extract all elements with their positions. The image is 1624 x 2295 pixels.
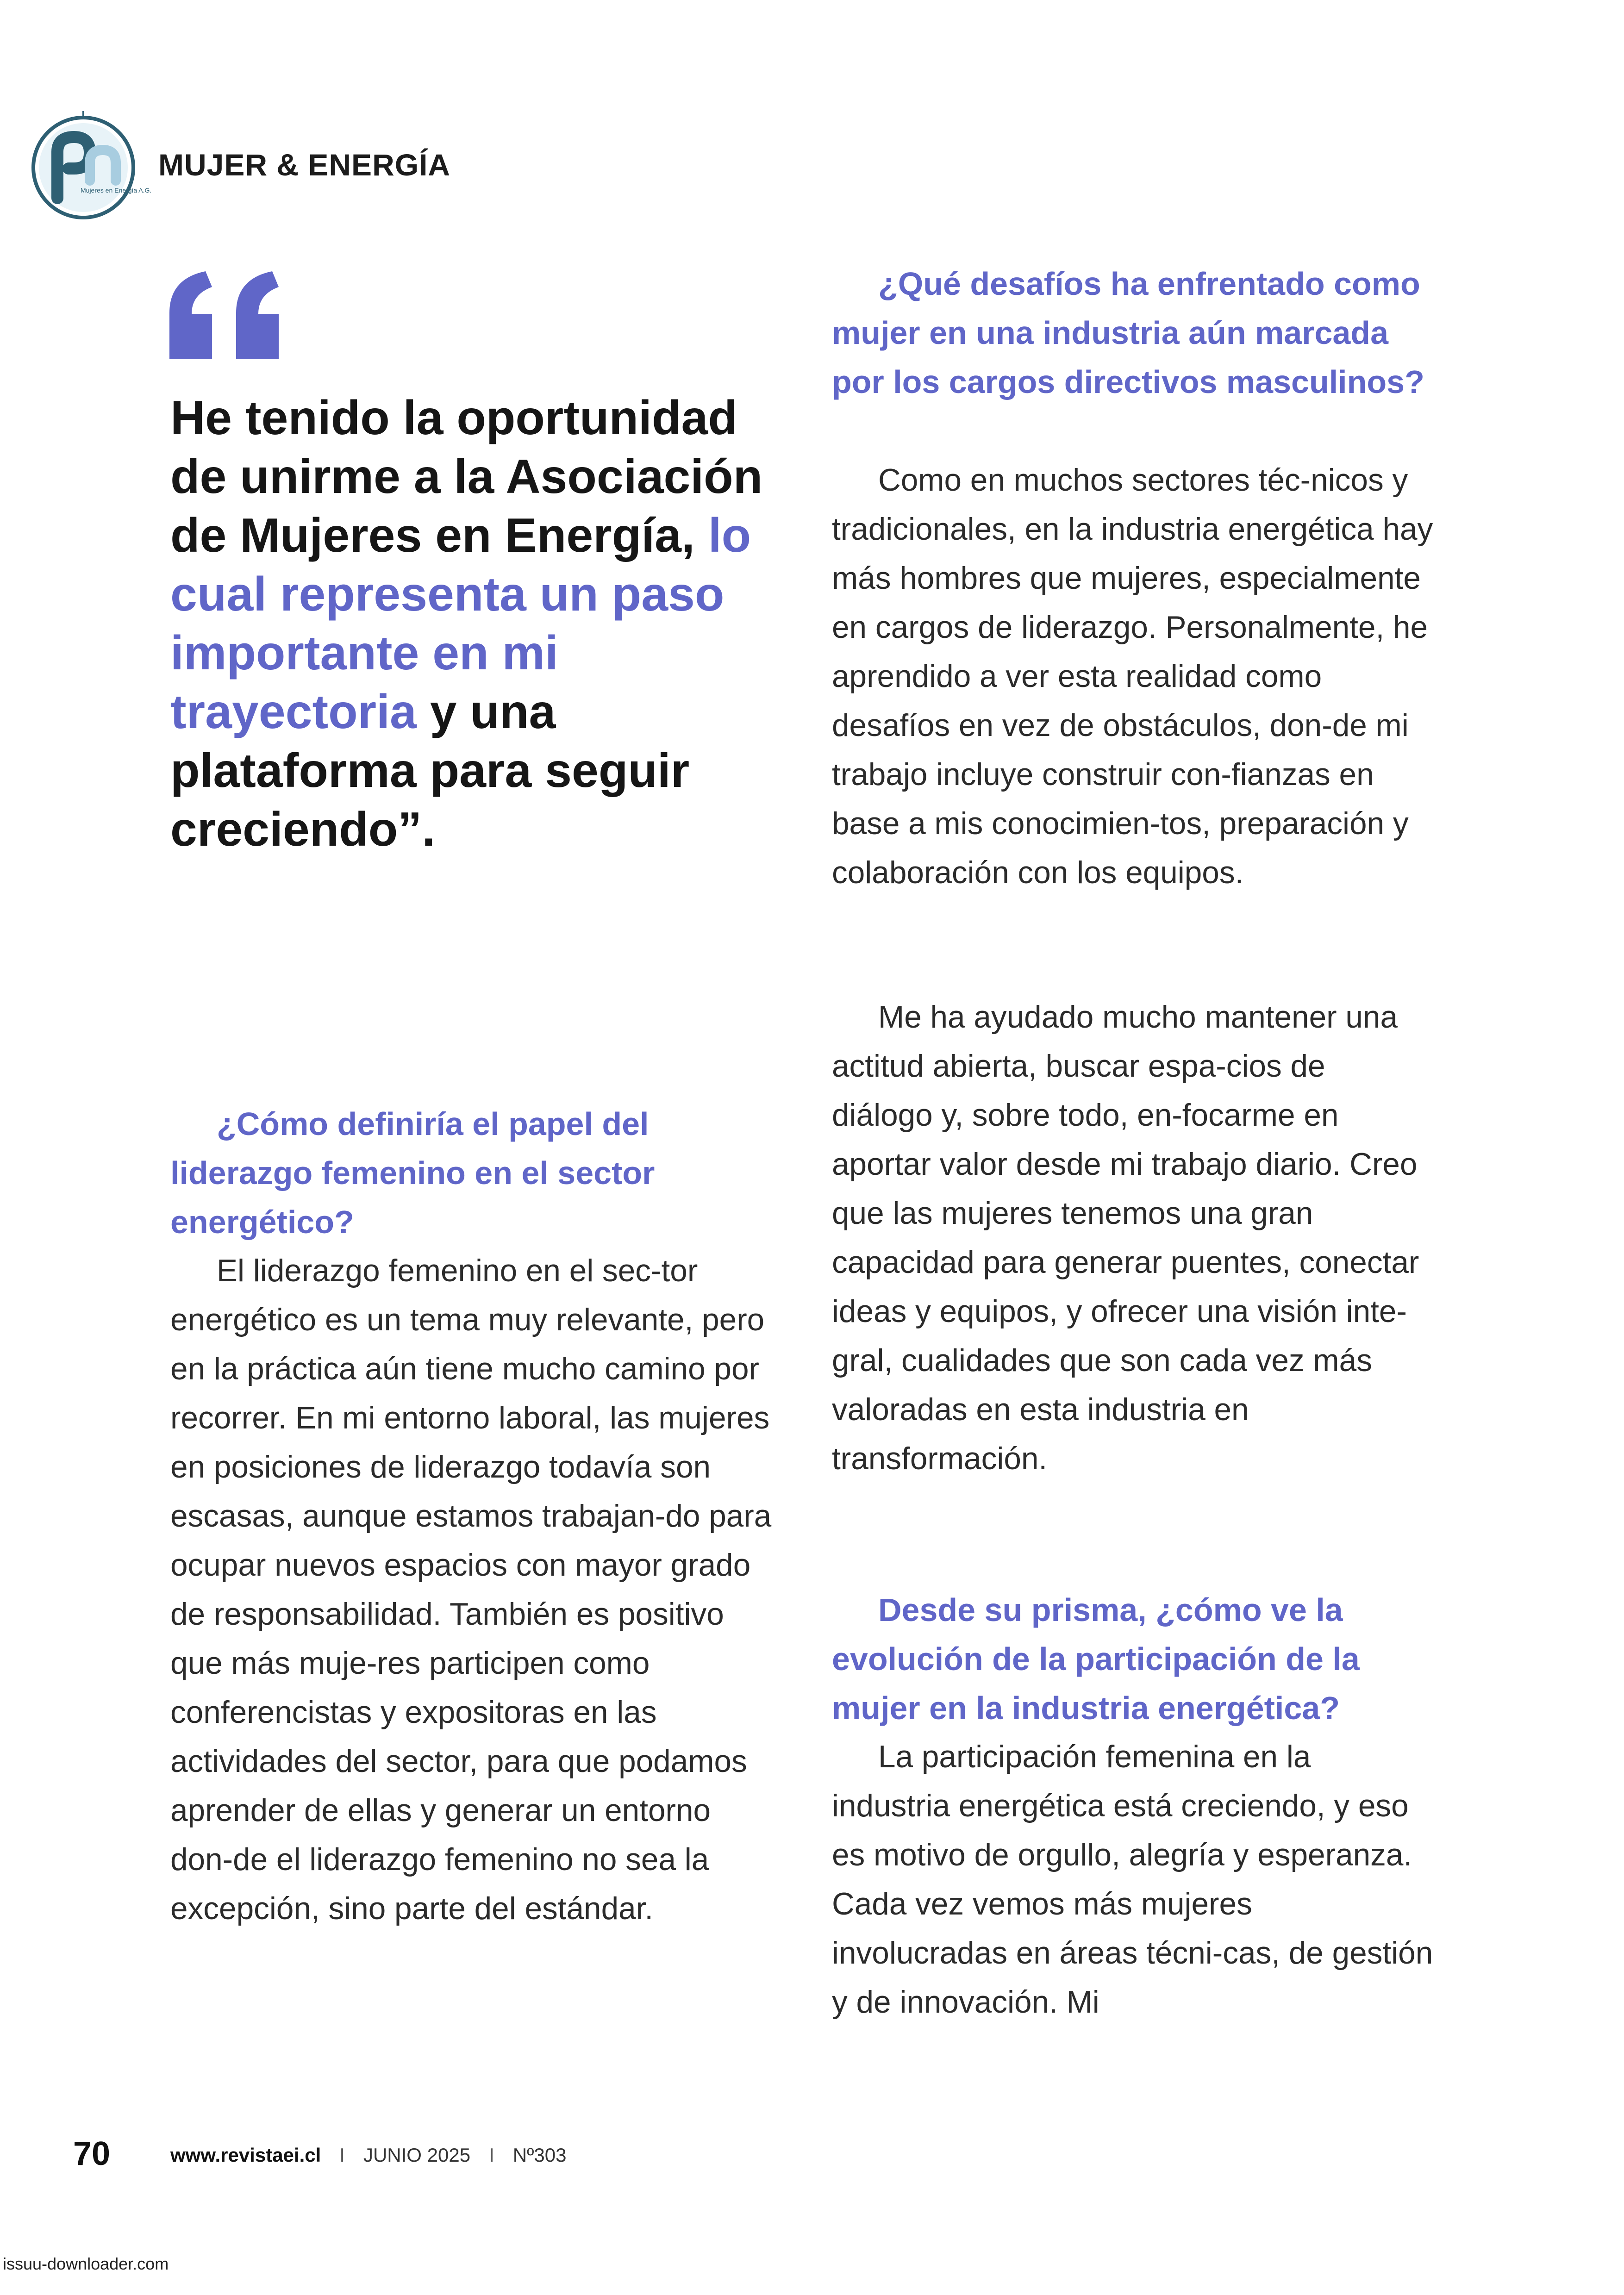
answer-challenges-p1: Como en muchos sectores téc-nicos y tradicionales, en la industria energética hay más hombres que mujeres, especialmente en cargos de liderazgo. Personalmente, he aprendido a ver esta realidad como desafíos en vez de obstáculos, don-de mi trabajo incluye construir con-fianzas en base a mis conocimien-tos, preparación y colaboración con los equipos. [832,463,1433,890]
footer-separator: I [489,2144,494,2166]
footer-separator: I [339,2144,345,2166]
question-challenges: ¿Qué desafíos ha enfrentado como mujer en una industria aún marcada por los cargos directivos masculinos? [832,266,1424,400]
section-title: MUJER & ENERGÍA [158,148,451,182]
footer-info [170,2144,566,2166]
pull-quote-part-2: y una plataforma para seguir creciendo”. [170,685,690,856]
page-number: 70 [73,2135,111,2172]
footer-website[interactable]: www.revistaei.cl [170,2144,321,2166]
footer-issue: Nº303 [512,2144,567,2166]
pull-quote-highlight: lo cual representa un paso importante en mi trayectoria [170,509,751,739]
answer-challenges-p2: Me ha ayudado mucho mantener una actitud abierta, buscar espa-cios de diálogo y, sobre todo, en-focarme en aportar valor desde mi trabajo diario. Creo que las mujeres tenemos una gran capacidad para generar puentes, conectar ideas y equipos, y ofrecer una visión inte-gral, cualidades que son cada vez más valoradas en esta industria en transformación. [832,1000,1419,1476]
watermark-text: issuu-downloader.com [3,2254,169,2273]
pull-quote [170,389,786,859]
pull-quote-part-1: He tenido la oportunidad de unirme a la Asociación de Mujeres en Energía, [170,391,763,562]
mujeres-en-energia-logo [29,111,152,220]
logo-text: Mujeres en Energía A.G. [81,187,152,194]
footer-date: JUNIO 2025 [363,2144,471,2166]
answer-leadership-role: El liderazgo femenino en el sec-tor energético es un tema muy relevante, pero en la práctica aún tiene mucho camino por recorrer. En mi entorno laboral, las mujeres en posiciones de liderazgo todavía son escasas, aunque estamos trabajan-do para ocupar nuevos espacios con mayor grado de responsabilidad. También es positivo que más muje-res participen como conferencistas y expositoras en las actividades del sector, para que podamos aprender de ellas y generar un entorno don-de el liderazgo femenino no sea la excepción, sino parte del estándar. [170,1254,772,1926]
answer-evolution: La participación femenina en la industria energética está creciendo, y eso es motivo de orgullo, alegría y esperanza. Cada vez vemos más mujeres involucradas en áreas técni-cas, de gestión y de innovación. Mi [832,1740,1433,2020]
question-evolution: Desde su prisma, ¿cómo ve la evolución de la participación de la mujer en la industria energética? [832,1592,1360,1726]
question-leadership-role: ¿Cómo definiría el papel del liderazgo femenino en el sector energético? [170,1106,655,1240]
quote-mark-icon [167,268,287,361]
